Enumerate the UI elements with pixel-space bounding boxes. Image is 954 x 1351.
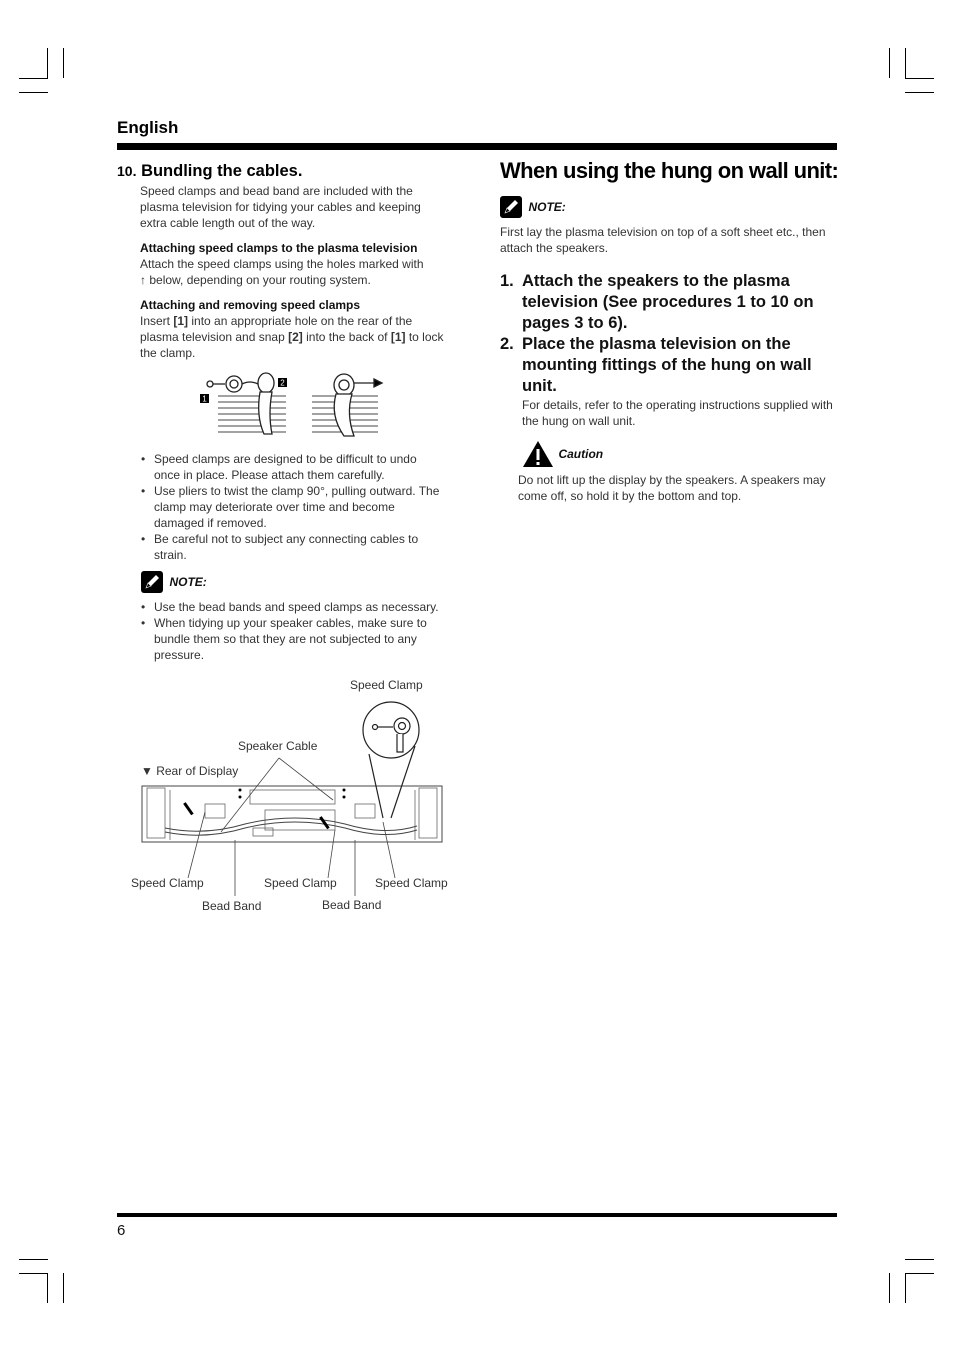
sub2-title: Attaching and removing speed clamps <box>140 298 361 312</box>
sub1-text-a: Attach the speed clamps using the holes marked with <box>140 257 424 271</box>
svg-text:1: 1 <box>202 394 207 404</box>
intro-text: Speed clamps and bead band are included with the plasma television for tidying your cables and keeping extra cable length out of the way. <box>140 184 421 230</box>
page-number: 6 <box>117 1222 126 1239</box>
note-header-left <box>141 571 207 593</box>
cable-bundle-left <box>218 396 286 432</box>
clamp-bullets <box>140 451 445 563</box>
pencil-icon <box>141 571 163 593</box>
list-item: • Use pliers to twist the clamp 90°, pulling outward. The clamp may deteriorate over time and become damaged if removed. <box>140 483 445 531</box>
pencil-icon <box>500 196 522 218</box>
note-label: NOTE: <box>169 575 207 590</box>
list-item: • When tidying up your speaker cables, make sure to bundle them so that they are not subjected to any pressure. <box>140 615 445 663</box>
list-item: • Speed clamps are designed to be difficult to undo once in place. Please attach them carefully. <box>140 451 445 483</box>
hung-wall-heading: When using the hung on wall unit: <box>500 158 839 183</box>
sub1-title: Attaching speed clamps to the plasma television <box>140 241 418 255</box>
label-bead-band-right: Bead Band <box>322 898 382 912</box>
up-arrow-icon: ↑ <box>140 273 146 287</box>
sub1-text <box>140 256 455 288</box>
step2-detail: For details, refer to the operating instructions supplied with the hung on wall unit. <box>522 398 833 428</box>
steps-list <box>500 271 840 397</box>
label-speaker-cable: Speaker Cable <box>238 739 318 753</box>
section-title-text: Bundling the cables. <box>141 162 303 180</box>
sub2-text: Insert [1] into an appropriate hole on the rear of the plasma television and snap [2] into the back of [1] to lock the clamp. <box>140 314 444 360</box>
caution-text: Do not lift up the display by the speakers. A speakers may come off, so hold it by the bottom and top. <box>518 473 826 503</box>
label-speed-clamp-left: Speed Clamp <box>131 876 204 890</box>
caution-label: Caution <box>558 447 604 462</box>
sub1-text-b: below, depending on your routing system. <box>149 273 371 287</box>
note-label: NOTE: <box>528 200 566 215</box>
language-label: English <box>117 118 179 137</box>
label-rear-of-display: ▼ Rear of Display <box>141 764 239 778</box>
caution-header <box>522 440 603 468</box>
note-header-right <box>500 196 566 218</box>
label-speed-clamp-mid: Speed Clamp <box>264 876 337 890</box>
label-bead-band-left: Bead Band <box>202 899 262 913</box>
header-rule <box>117 143 837 150</box>
warning-triangle-icon <box>522 440 554 468</box>
speed-clamp-right-icon <box>334 374 382 436</box>
list-item: • Use the bead bands and speed clamps as necessary. <box>140 599 445 615</box>
footer-rule <box>117 1213 837 1217</box>
right-note-text: First lay the plasma television on top of a soft sheet etc., then attach the speakers. <box>500 225 826 255</box>
section-number: 10. <box>117 163 137 179</box>
clamp-figure <box>198 366 388 440</box>
label-speed-clamp-top: Speed Clamp <box>350 678 423 692</box>
step-1: 1. Attach the speakers to the plasma television (See procedures 1 to 10 on pages 3 to 6). <box>500 272 814 332</box>
list-item: • Be careful not to subject any connecting cables to strain. <box>140 531 445 563</box>
speed-clamp-left-icon <box>207 373 274 434</box>
svg-text:2: 2 <box>280 378 285 388</box>
step-2: 2. Place the plasma television on the mounting fittings of the hung on wall unit. <box>500 335 812 395</box>
note-bullets <box>140 599 445 663</box>
section-title <box>117 162 302 181</box>
label-speed-clamp-right: Speed Clamp <box>375 876 448 890</box>
